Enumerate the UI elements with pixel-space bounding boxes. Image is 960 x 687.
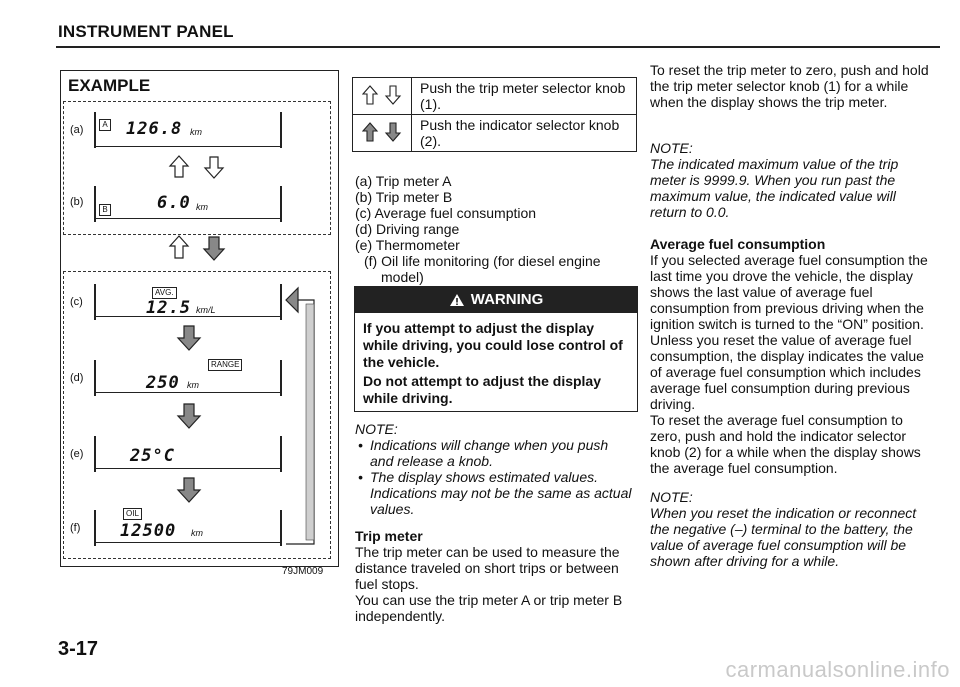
knob-table [352, 77, 637, 152]
row-label-d: (d) [70, 372, 84, 384]
note-text: When you reset the indication or reconnect the negative (–) terminal to the battery, the value of average fuel consumption will be shown after driving for a while. [650, 505, 917, 569]
figure-code: 79JM009 [282, 566, 324, 577]
avg-heading: Average fuel consumption [650, 236, 826, 252]
list-item: (e) Thermometer [355, 237, 460, 253]
knob-text: Push the trip meter selector knob (1). [412, 78, 637, 115]
return-arrow-icon [284, 278, 324, 550]
lcd-right-b [280, 186, 282, 222]
lcd-left-a [94, 112, 96, 148]
note-label: NOTE: [650, 489, 693, 505]
lcd-unit-f: km [191, 528, 203, 538]
toggle-arrows-icon [362, 84, 402, 106]
row-label-f: (f) [70, 522, 81, 534]
note-label: NOTE: [650, 140, 693, 156]
knob-icons [353, 115, 412, 152]
lcd-right-a [280, 112, 282, 148]
lcd-unit-b: km [196, 202, 208, 212]
lcd-value-e: 25°C [130, 446, 175, 466]
lcd-left-e [94, 436, 96, 472]
lcd-line-d [95, 392, 280, 393]
note-text: The indicated maximum value of the trip meter is 9999.9. When you run past the maximum value, the indicated value will return to 0.0. [650, 156, 899, 220]
example-label: EXAMPLE [68, 76, 151, 95]
range-tag: RANGE [208, 359, 242, 371]
lcd-right-f [280, 510, 282, 546]
knob-icons [353, 78, 412, 115]
note-bullet-text: The display shows estimated values. Indications may not be the same as actual values. [370, 469, 632, 517]
toggle-arrows-icon [168, 154, 228, 180]
note-bullet-text: Indications will change when you push and release a knob. [370, 437, 609, 469]
page-number: 3-17 [58, 638, 99, 660]
knob-text: Push the indicator selector knob (2). [412, 115, 637, 152]
note-label: NOTE: [355, 421, 398, 437]
item-list [355, 173, 640, 285]
lcd-line-a [95, 146, 280, 147]
header-rule [56, 46, 940, 48]
warning-title: WARNING [470, 291, 544, 308]
list-item: (c) Average fuel consumption [355, 205, 537, 221]
lcd-right-e [280, 436, 282, 472]
note-bullet: • Indications will change when you push and release a knob. [355, 437, 635, 469]
list-item: model) [381, 269, 424, 285]
warning-text-2: Do not attempt to adjust the display while driving. [363, 373, 602, 406]
section-title: INSTRUMENT PANEL [58, 22, 234, 41]
lcd-left-c [94, 284, 96, 320]
warning-icon [449, 293, 465, 307]
selector-arrows-icon [362, 121, 402, 143]
lcd-left-b [94, 186, 96, 222]
row-label-c: (c) [70, 296, 83, 308]
lcd-left-f [94, 510, 96, 546]
warning-header [354, 286, 638, 313]
warning-text-1: If you attempt to adjust the display while driving, you could lose control of the vehicle. [363, 320, 623, 370]
list-item: (a) Trip meter A [355, 173, 452, 189]
lcd-unit-a: km [190, 127, 202, 137]
trip-text-1: The trip meter can be used to measure the distance traveled on short trips or between fuel stops. [355, 544, 620, 592]
list-item: (f) Oil life monitoring (for diesel engine [364, 253, 601, 269]
lcd-value-c: 12.5 [146, 298, 191, 318]
trip-a-tag: A [99, 119, 111, 131]
row-label-a: (a) [70, 124, 84, 136]
down-arrow-icon [176, 476, 202, 504]
trip-reset-text: To reset the trip meter to zero, push and hold the trip meter selector knob (1) for a while when the display shows the trip meter. [650, 62, 929, 110]
down-arrow-icon [176, 324, 202, 352]
trip-heading: Trip meter [355, 528, 423, 544]
trip-b-tag: B [99, 204, 111, 216]
avg-tag: AVG. [152, 287, 177, 299]
avg-text-1: If you selected average fuel consumption the last time you drove the vehicle, the display shows the last value of average fuel consumption from previous driving when the ignition switch is turned to the “ON” position. Unless you reset the value of average fuel consumption, the display indicates the value of average fuel consumption which includes average fuel consumption during previous driving. [650, 252, 928, 412]
knob-row [353, 115, 637, 152]
row-label-b: (b) [70, 196, 84, 208]
lcd-value-b: 6.0 [157, 193, 191, 213]
lcd-unit-d: km [187, 380, 199, 390]
oil-tag: OIL [123, 508, 142, 520]
lcd-line-f [95, 542, 280, 543]
down-arrow-icon [176, 402, 202, 430]
list-item: (b) Trip meter B [355, 189, 453, 205]
lcd-right-d [280, 360, 282, 396]
knob-row [353, 78, 637, 115]
lcd-left-d [94, 360, 96, 396]
trip-text-2: You can use the trip meter A or trip meter B independently. [355, 592, 623, 624]
watermark: carmanualsonline.info [725, 657, 950, 682]
note-bullet: • The display shows estimated values. Indications may not be the same as actual values. [355, 469, 635, 517]
row-label-e: (e) [70, 448, 84, 460]
lcd-line-b [95, 218, 280, 219]
lcd-right-c [280, 284, 282, 320]
list-item: (d) Driving range [355, 221, 460, 237]
lcd-unit-c: km/L [196, 305, 216, 315]
avg-text-2: To reset the average fuel consumption to zero, push and hold the indicator selector knob (2) for a while when the display shows the average fuel consumption. [650, 412, 921, 476]
lcd-value-d: 250 [146, 373, 180, 393]
selector-arrows-icon [168, 234, 228, 262]
lcd-line-e [95, 468, 280, 469]
lcd-value-a: 126.8 [126, 119, 183, 139]
lcd-value-f: 12500 [120, 521, 177, 541]
